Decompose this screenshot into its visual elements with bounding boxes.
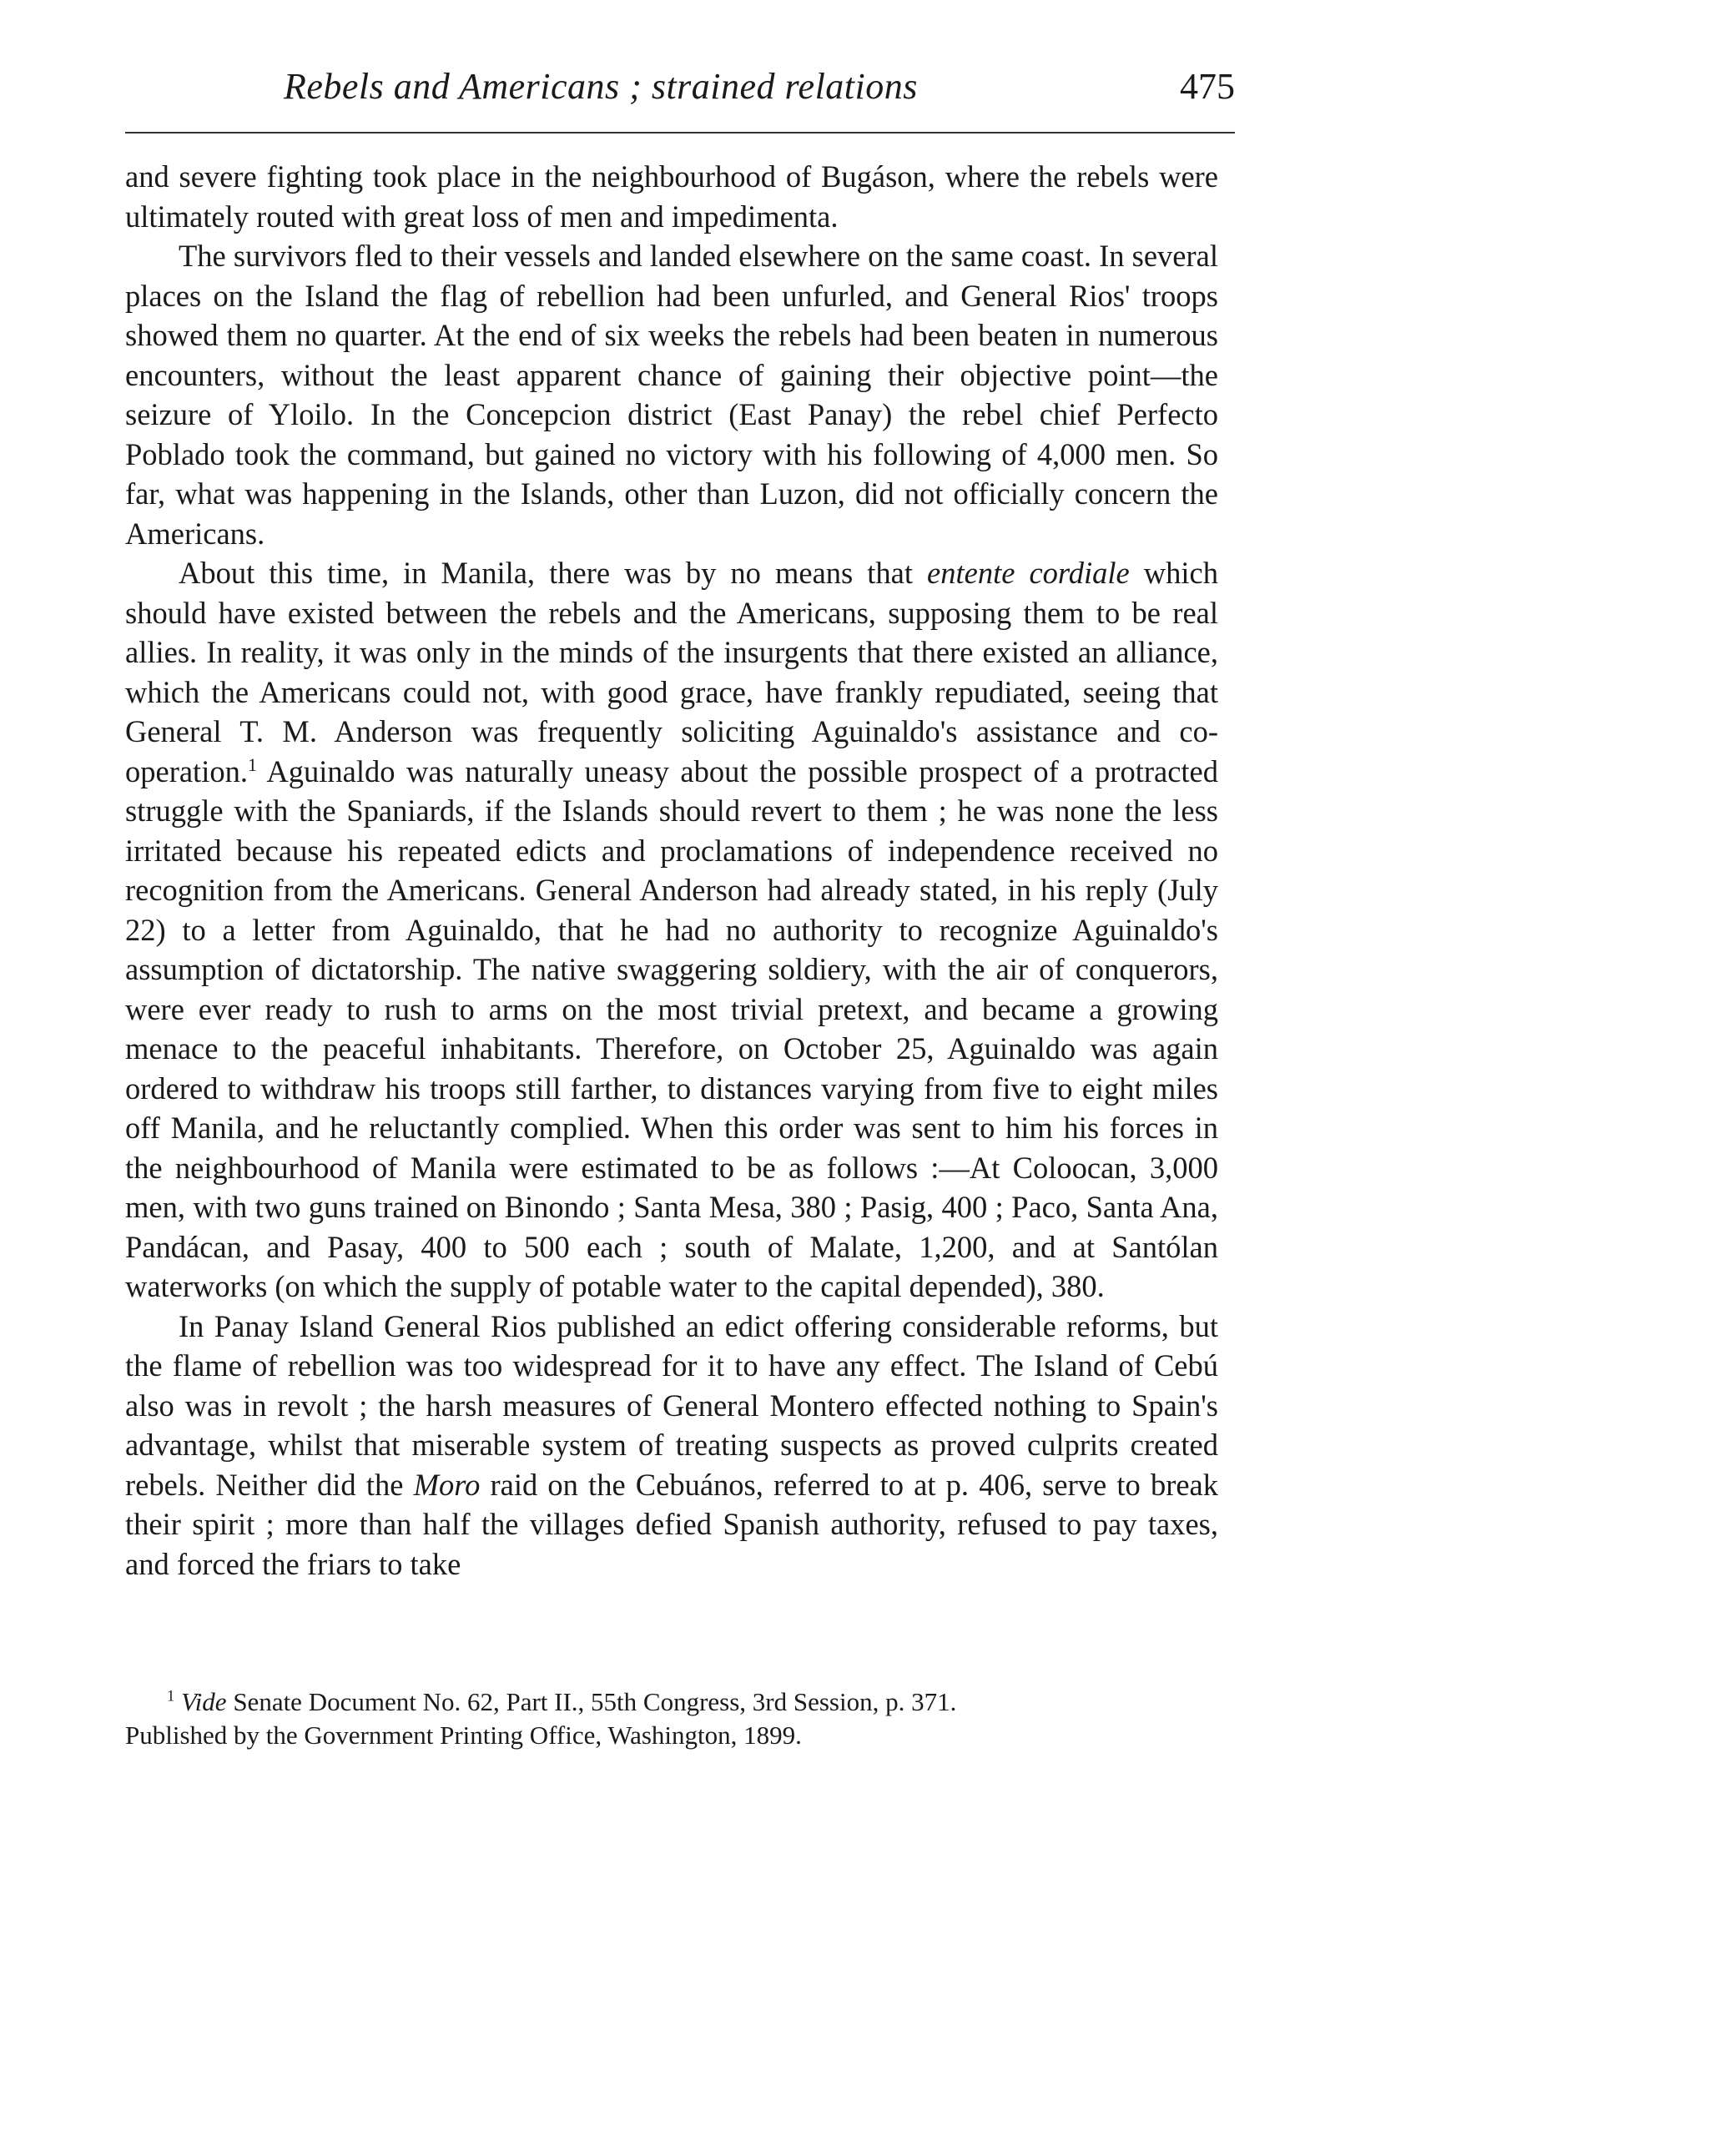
footnote-marker: 1 bbox=[167, 1687, 175, 1705]
paragraph-1 bbox=[125, 157, 1218, 236]
text-run: and severe fighting took place in the neighbourhood of Bugáson, where the rebels were ultimately routed with great loss of men and impedimenta. bbox=[125, 159, 1218, 234]
running-head bbox=[125, 65, 1235, 123]
footnote-reference: 1 bbox=[247, 753, 257, 775]
body-text bbox=[125, 157, 1218, 1584]
text-run: The survivors fled to their vessels and landed elsewhere on the same coast. In several places on the Island the flag of rebellion had been unfurled, and General Rios' troops showed them no quarter. At the end of six weeks the rebels had been beaten in numerous encounters, without the least apparent chance of gaining their objective point—the seizure of Yloilo. In the Concepcion district (East Panay) the rebel chief Perfecto Poblado took the command, but gained no victory with his following of 4,000 men. So far, what was happening in the Islands, other than Luzon, did not officially concern the Americans. bbox=[125, 239, 1218, 551]
text-run: raid on the Cebuános, referred to at p. 406, serve to break their spirit ; more than half the villages defied Spanish authority, refused to pay taxes, and forced the friars to take bbox=[125, 1467, 1218, 1581]
page-number: 475 bbox=[1180, 66, 1235, 107]
text-run: which should have existed between the rebels and the Americans, supposing them to be real allies. In reality, it was only in the minds of the insurgents that there existed an alliance, which the Americans could not, with good grace, have frankly repudiated, seeing that General T. M. Anderson was frequently soliciting Aguinaldo's assistance and co-operation. bbox=[125, 556, 1219, 788]
paragraph-2 bbox=[125, 236, 1218, 553]
footnote-vide: Vide bbox=[181, 1687, 227, 1716]
footnote-line-1 bbox=[125, 1685, 1218, 1719]
paragraph-3 bbox=[125, 553, 1218, 1307]
footnote-citation: Senate Document No. 62, Part II., 55th Congress, 3rd Session, p. 371. bbox=[226, 1687, 957, 1716]
text-run: In Panay Island General Rios published an edict offering considerable reforms, but the flame of rebellion was too widespread for it to have any effect. The Island of Cebú also was in revolt ; the harsh measures of General Montero effected nothing to Spain's advantage, whilst that miserable system of treating suspects as proved culprits created rebels. Neither did the bbox=[125, 1308, 1218, 1502]
paragraph-4 bbox=[125, 1307, 1218, 1584]
text-run: Aguinaldo was naturally uneasy about the possible prospect of a protracted struggle with the Spaniards, if the Islands should revert to them ; he was none the less irritated because his repeated edicts and proclamations of independence received no recognition from the Americans. General Anderson had already stated, in his reply (July 22) to a letter from Aguinaldo, that he had no authority to recognize Aguinaldo's assumption of dictatorship. The native swaggering soldiery, with the air of conquerors, were ever ready to rush to arms on the most trivial pretext, and became a growing menace to the peaceful inhabitants. Therefore, on October 25, Aguinaldo was again ordered to withdraw his troops still farther, to distances varying from five to eight miles off Manila, and he reluctantly complied. When this order was sent to him his forces in the neighbourhood of Manila were estimated to be as follows :—At Coloocan, 3,000 men, with two guns trained on Binondo ; Santa Mesa, 380 ; Pasig, 400 ; Paco, Santa Ana, Pandácan, and Pasay, 400 to 500 each ; south of Malate, 1,200, and at Santólan waterworks (on which the supply of potable water to the capital depended), 380. bbox=[125, 753, 1218, 1303]
footnote-line-2: Published by the Government Printing Office, Washington, 1899. bbox=[125, 1720, 802, 1750]
header-rule bbox=[125, 132, 1235, 133]
footnote bbox=[125, 1685, 1218, 1752]
text-run: About this time, in Manila, there was by no means that bbox=[179, 556, 928, 590]
running-title: Rebels and Americans ; strained relations bbox=[284, 66, 918, 107]
italic-phrase: entente cordiale bbox=[927, 556, 1130, 590]
italic-phrase: Moro bbox=[413, 1467, 481, 1502]
